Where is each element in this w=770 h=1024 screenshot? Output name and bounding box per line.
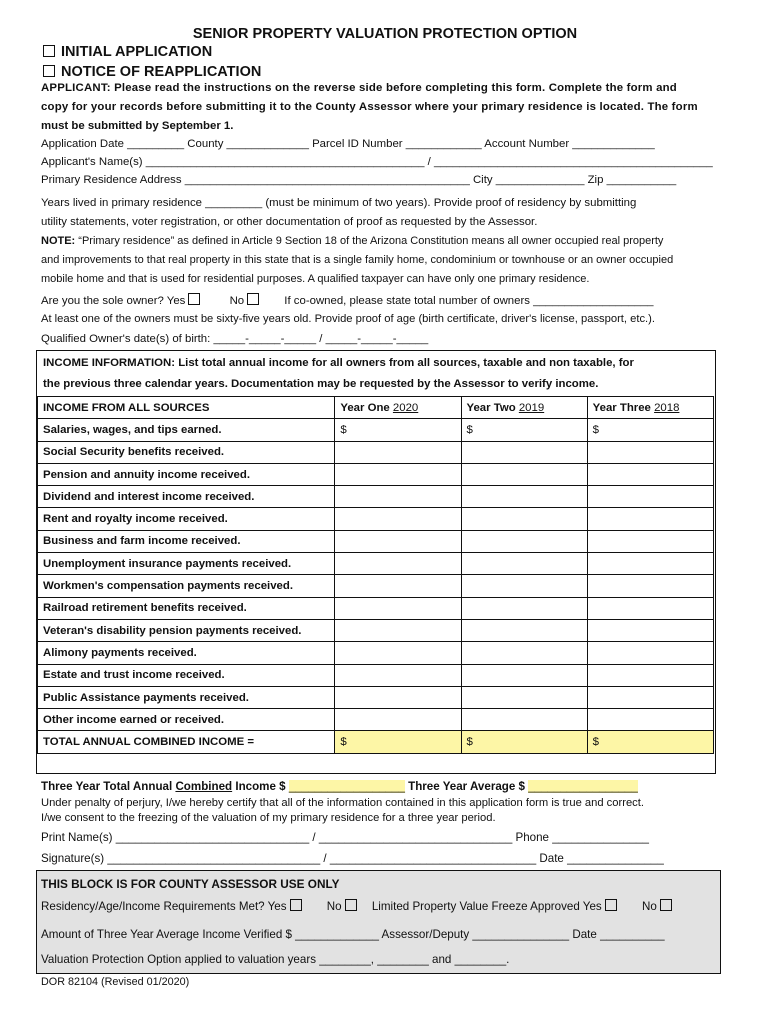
requirements-no-checkbox[interactable]	[345, 899, 357, 911]
income-row	[38, 709, 714, 731]
option-notice-of-reapplication[interactable]	[43, 64, 261, 80]
form-id-footer: DOR 82104 (Revised 01/2020)	[41, 976, 190, 988]
income-year-1-cell[interactable]	[335, 664, 461, 686]
income-source-label: Social Security benefits received.	[38, 441, 335, 463]
form-title: SENIOR PROPERTY VALUATION PROTECTION OPTION	[192, 26, 578, 42]
income-header	[43, 353, 711, 394]
total-year-2-cell[interactable]: $	[461, 731, 587, 753]
years-lived-line[interactable]: Years lived in primary residence _________ (must be minimum of two years). Provide proof of residency by submitting	[41, 197, 637, 209]
income-source-label: Salaries, wages, and tips earned.	[38, 419, 335, 441]
income-year-2-cell[interactable]	[461, 508, 587, 530]
assessor-block-title: THIS BLOCK IS FOR COUNTY ASSESSOR USE ONLY	[41, 877, 340, 891]
income-header-line-1: INCOME INFORMATION: List total annual income for all owners from all sources, taxable and non taxable, for	[43, 357, 634, 369]
income-header-line-2: the previous three calendar years. Documentation may be requested by the Assessor to verify income.	[43, 377, 599, 390]
reapplication-label: NOTICE OF REAPPLICATION	[61, 64, 262, 80]
income-source-label: Business and farm income received.	[38, 530, 335, 552]
coowned-line[interactable]: If co-owned, please state total number of owners ___________________	[284, 295, 654, 307]
intro-line-1: APPLICANT: Please read the instructions on the reverse side before completing this form. Complete the form and	[41, 82, 677, 94]
income-year-2-cell[interactable]	[461, 486, 587, 508]
income-row	[38, 441, 714, 463]
income-year-3-cell[interactable]	[587, 709, 713, 731]
note-label: NOTE:	[41, 235, 76, 247]
income-information-box	[36, 350, 716, 774]
intro-line-2: copy for your records before submitting it to the County Assessor where your primary residence is located. The form	[41, 101, 698, 113]
income-year-2-cell[interactable]	[461, 575, 587, 597]
requirements-no-label: No	[326, 900, 342, 913]
years-lived-note: utility statements, voter registration, or other documentation of proof as requested by the Assessor.	[41, 216, 538, 228]
reapplication-checkbox[interactable]	[43, 65, 55, 77]
sole-owner-no-label: No	[229, 295, 245, 307]
income-row	[38, 575, 714, 597]
requirements-met-label: Residency/Age/Income Requirements Met? Yes	[41, 900, 287, 913]
sole-owner-label: Are you the sole owner? Yes	[41, 295, 186, 307]
sole-owner-no-checkbox[interactable]	[247, 293, 259, 305]
income-year-2-cell[interactable]	[461, 463, 587, 485]
three-year-average-field[interactable]: _________________	[528, 780, 638, 793]
valuation-years-line[interactable]: Valuation Protection Option applied to valuation years ________, ________ and ________.	[41, 953, 510, 966]
income-year-3-cell[interactable]	[587, 530, 713, 552]
year-one-value[interactable]: 2020	[392, 401, 419, 414]
income-year-1-cell[interactable]: $	[335, 419, 461, 441]
income-source-label: Veteran's disability pension payments received.	[38, 619, 335, 641]
income-year-2-cell[interactable]	[461, 441, 587, 463]
income-row	[38, 664, 714, 686]
sole-owner-question	[41, 293, 654, 307]
income-year-2-cell[interactable]	[461, 619, 587, 641]
income-year-1-cell[interactable]	[335, 553, 461, 575]
income-year-1-cell[interactable]	[335, 619, 461, 641]
combined-word: Combined	[175, 780, 233, 793]
income-year-3-cell[interactable]	[587, 441, 713, 463]
income-year-3-cell[interactable]	[587, 642, 713, 664]
total-year-1-cell[interactable]: $	[335, 731, 461, 753]
amount-verified-line[interactable]: Amount of Three Year Average Income Verified $ _____________ Assessor/Deputy _______________ Date __________	[41, 928, 665, 941]
income-source-label: Unemployment insurance payments received.	[38, 553, 335, 575]
income-year-1-cell[interactable]	[335, 642, 461, 664]
income-row	[38, 463, 714, 485]
freeze-yes-checkbox[interactable]	[605, 899, 617, 911]
income-year-1-cell[interactable]	[335, 508, 461, 530]
income-year-3-cell[interactable]	[587, 575, 713, 597]
dob-line[interactable]: Qualified Owner's date(s) of birth: _____-_____-_____ / _____-_____-_____	[41, 333, 429, 345]
requirements-yes-checkbox[interactable]	[290, 899, 302, 911]
income-source-label: Railroad retirement benefits received.	[38, 597, 335, 619]
income-table	[37, 396, 714, 754]
perjury-line-1: Under penalty of perjury, I/we hereby certify that all of the information contained in this application form is true and correct.	[41, 797, 644, 809]
income-source-label: Pension and annuity income received.	[38, 463, 335, 485]
income-source-label: Rent and royalty income received.	[38, 508, 335, 530]
income-source-label: Alimony payments received.	[38, 642, 335, 664]
income-row	[38, 419, 714, 441]
income-row	[38, 619, 714, 641]
year-one-label: Year One	[340, 401, 390, 414]
income-row	[38, 686, 714, 708]
three-year-average-label: Three Year Average $	[404, 780, 529, 793]
income-year-2-cell[interactable]	[461, 709, 587, 731]
income-year-1-cell[interactable]	[335, 530, 461, 552]
three-year-total-label-pre: Three Year Total Annual	[41, 780, 176, 793]
note-text-1: “Primary residence” as defined in Article 9 Section 18 of the Arizona Constitution means all owner occupied real property	[75, 235, 664, 247]
income-source-label: Other income earned or received.	[38, 709, 335, 731]
income-total-row	[38, 731, 714, 753]
income-year-3-cell[interactable]	[587, 463, 713, 485]
income-year-1-cell[interactable]	[335, 575, 461, 597]
note-line-2: and improvements to that real property in this state that is a single family home, condominium or townhouse or an owner occupied	[41, 254, 674, 266]
freeze-no-checkbox[interactable]	[660, 899, 672, 911]
income-year-2-cell[interactable]	[461, 597, 587, 619]
application-info-line[interactable]: Application Date _________ County _____________ Parcel ID Number ____________ Account Number _____________	[41, 138, 655, 150]
three-year-total-field[interactable]: __________________	[288, 780, 405, 793]
income-row	[38, 530, 714, 552]
income-year-1-cell[interactable]	[335, 441, 461, 463]
three-year-total-label-post: Income $	[232, 780, 289, 793]
sole-owner-yes-checkbox[interactable]	[188, 293, 200, 305]
income-source-label: Public Assistance payments received.	[38, 686, 335, 708]
income-row	[38, 642, 714, 664]
income-year-2-cell[interactable]	[461, 686, 587, 708]
signature-line[interactable]: Signature(s) _________________________________ / ________________________________ Date _______________	[41, 852, 664, 865]
note-line-1	[41, 235, 663, 247]
income-source-label: Estate and trust income received.	[38, 664, 335, 686]
assessor-use-block	[36, 870, 721, 974]
year-three-value[interactable]: 2018	[654, 401, 680, 414]
freeze-approved-label: Limited Property Value Freeze Approved Yes	[371, 900, 602, 913]
income-year-1-cell[interactable]	[335, 686, 461, 708]
income-row	[38, 508, 714, 530]
perjury-line-2: I/we consent to the freezing of the valuation of my primary residence for a three year period.	[41, 812, 496, 824]
income-source-label: Workmen's compensation payments received.	[38, 575, 335, 597]
income-year-2-cell[interactable]	[461, 664, 587, 686]
assessor-requirements-line	[41, 899, 672, 913]
print-name-line[interactable]: Print Name(s) ______________________________ / ______________________________ Phone _______________	[41, 831, 649, 844]
income-year-1-cell[interactable]	[335, 486, 461, 508]
initial-application-label: INITIAL APPLICATION	[61, 44, 213, 60]
income-year-2-cell[interactable]	[461, 642, 587, 664]
income-year-3-cell[interactable]	[587, 686, 713, 708]
income-row	[38, 486, 714, 508]
year-two-label: Year Two	[466, 401, 516, 414]
income-source-header: INCOME FROM ALL SOURCES	[38, 397, 335, 419]
initial-application-checkbox[interactable]	[43, 45, 55, 57]
income-year-1-cell[interactable]	[335, 463, 461, 485]
income-year-1-cell[interactable]	[335, 597, 461, 619]
income-year-3-cell[interactable]	[587, 553, 713, 575]
income-year-2-cell[interactable]	[461, 530, 587, 552]
income-year-1-cell[interactable]	[335, 709, 461, 731]
income-source-label: Dividend and interest income received.	[38, 486, 335, 508]
age-requirement-line: At least one of the owners must be sixty-five years old. Provide proof of age (birth certificate, driver's license, passport, etc.).	[41, 313, 655, 325]
year-three-label: Year Three	[592, 401, 651, 414]
income-year-3-cell[interactable]	[587, 508, 713, 530]
income-table-header-row	[38, 397, 714, 419]
income-year-2-cell[interactable]: $	[461, 419, 587, 441]
freeze-no-label: No	[641, 900, 657, 913]
income-year-3-cell[interactable]	[587, 619, 713, 641]
total-income-label: TOTAL ANNUAL COMBINED INCOME =	[38, 731, 335, 753]
primary-address-line[interactable]: Primary Residence Address _____________________________________________ City ______________ Zip ___________	[41, 174, 677, 186]
income-year-3-cell[interactable]: $	[587, 419, 713, 441]
income-year-3-cell[interactable]	[587, 486, 713, 508]
year-three-header	[587, 397, 713, 419]
applicant-names-line[interactable]: Applicant's Name(s) ____________________________________________ / ____________________________________________	[41, 156, 713, 168]
income-row	[38, 597, 714, 619]
three-year-summary-line	[41, 780, 638, 793]
year-two-header	[461, 397, 587, 419]
option-initial-application[interactable]	[43, 44, 212, 60]
income-row	[38, 553, 714, 575]
income-year-3-cell[interactable]	[587, 664, 713, 686]
total-year-3-cell[interactable]: $	[587, 731, 713, 753]
note-line-3: mobile home and that is used for residential purposes. A qualified taxpayer can have only one primary residence.	[41, 273, 590, 285]
year-two-value[interactable]: 2019	[518, 401, 545, 414]
income-year-2-cell[interactable]	[461, 553, 587, 575]
year-one-header	[335, 397, 461, 419]
income-year-3-cell[interactable]	[587, 597, 713, 619]
intro-line-3: must be submitted by September 1.	[41, 120, 234, 132]
